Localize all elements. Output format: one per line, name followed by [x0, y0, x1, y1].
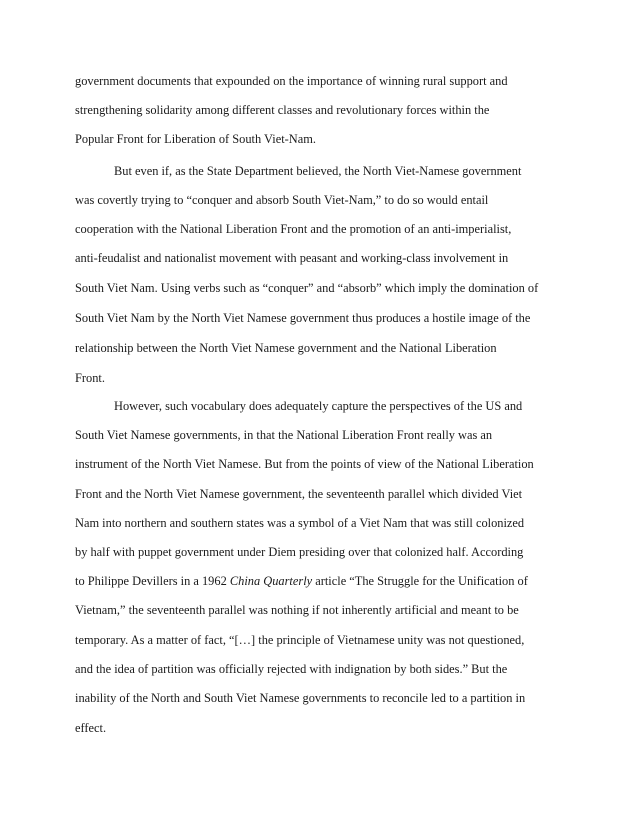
- line-text-before: to Philippe Devillers in a 1962: [75, 574, 230, 588]
- text-line: temporary. As a matter of fact, “[…] the principle of Vietnamese unity was not questioned,: [75, 633, 525, 647]
- text-line: relationship between the North Viet Namese government and the National Liberation: [75, 341, 497, 355]
- text-line: South Viet Namese governments, in that the National Liberation Front really was an: [75, 428, 493, 442]
- text-line: government documents that expounded on the importance of winning rural support and: [75, 74, 508, 88]
- text-line: Front and the North Viet Namese government, the seventeenth parallel which divided Viet: [75, 487, 523, 501]
- text-line-with-citation: [75, 573, 528, 589]
- text-line: instrument of the North Viet Namese. But from the points of view of the National Liberation: [75, 457, 534, 471]
- text-line: effect.: [75, 721, 107, 735]
- text-line: South Viet Nam. Using verbs such as “conquer” and “absorb” which imply the domination of: [75, 281, 539, 295]
- text-line: However, such vocabulary does adequately capture the perspectives of the US and: [114, 399, 523, 413]
- text-line: inability of the North and South Viet Namese governments to reconcile led to a partition in: [75, 691, 526, 705]
- text-line: But even if, as the State Department believed, the North Viet-Namese government: [114, 164, 522, 178]
- text-line: cooperation with the National Liberation Front and the promotion of an anti-imperialist,: [75, 222, 512, 236]
- text-line: strengthening solidarity among different classes and revolutionary forces within the: [75, 103, 490, 117]
- text-line: and the idea of partition was officially rejected with indignation by both sides.” But the: [75, 662, 508, 676]
- text-line: anti-feudalist and nationalist movement with peasant and working-class involvement in: [75, 251, 509, 265]
- text-line: South Viet Nam by the North Viet Namese government thus produces a hostile image of the: [75, 311, 531, 325]
- text-line: Popular Front for Liberation of South Viet-Nam.: [75, 132, 316, 146]
- journal-title: China Quarterly: [229, 574, 313, 588]
- line-text-after: article “The Struggle for the Unification of: [312, 574, 528, 588]
- text-line: by half with puppet government under Diem presiding over that colonized half. According: [75, 545, 524, 559]
- text-line: Nam into northern and southern states was a symbol of a Viet Nam that was still colonized: [75, 516, 525, 530]
- text-line: Front.: [75, 371, 105, 385]
- text-line: was covertly trying to “conquer and absorb South Viet-Nam,” to do so would entail: [75, 193, 489, 207]
- text-line: Vietnam,” the seventeenth parallel was nothing if not inherently artificial and meant to be: [75, 603, 519, 617]
